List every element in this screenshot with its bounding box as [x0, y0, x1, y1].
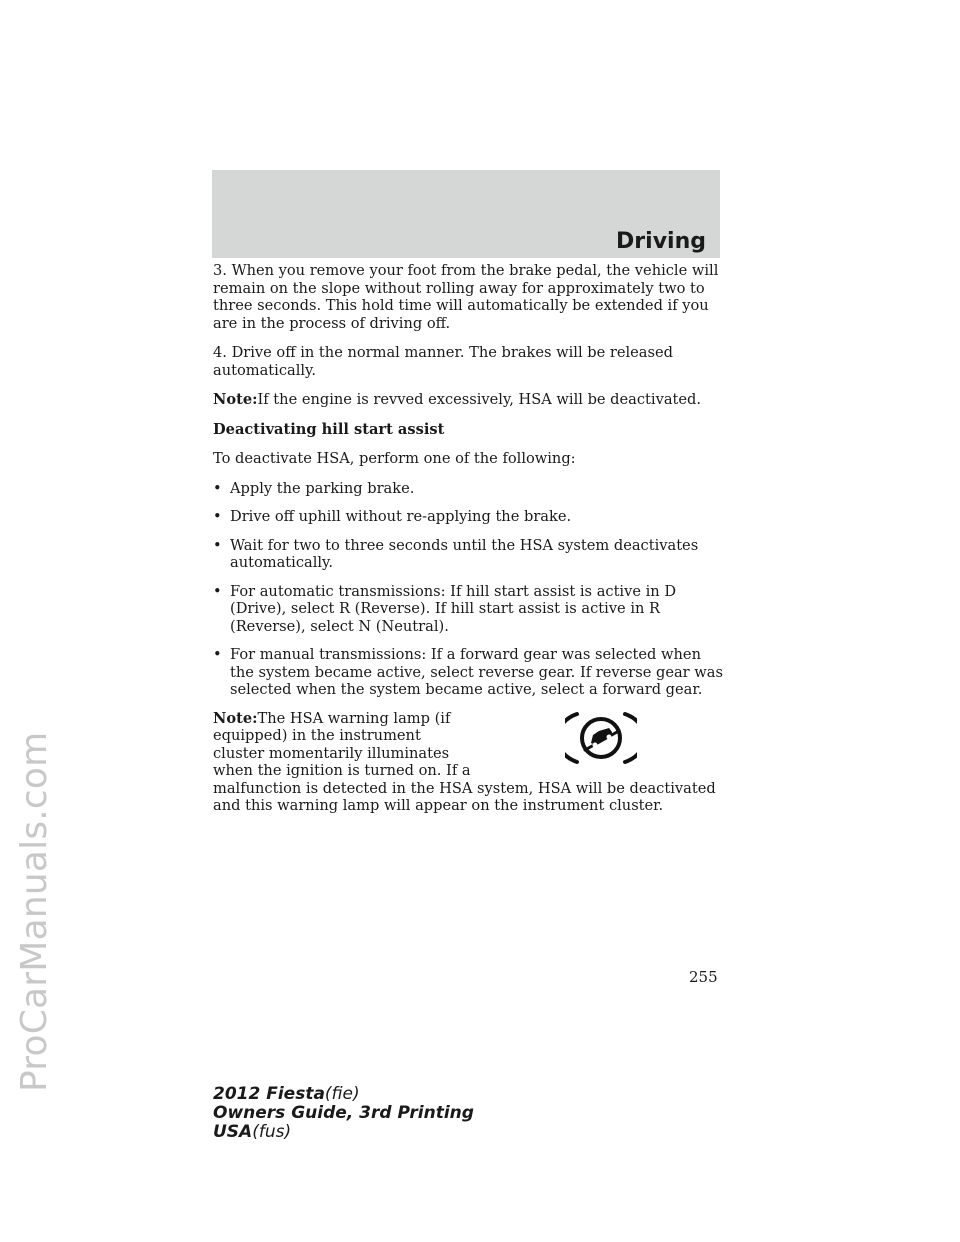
- footer-line-2: [213, 1104, 474, 1123]
- section-title: Driving: [616, 229, 706, 254]
- footer-market-code: (fus): [252, 1122, 292, 1142]
- footer-model-code: (fie): [324, 1084, 360, 1104]
- page-number: 255: [689, 968, 718, 986]
- page-content: [213, 262, 723, 815]
- footer-guide: Owners Guide, 3rd Printing: [213, 1103, 474, 1123]
- section-heading: Deactivating hill start assist: [213, 420, 445, 438]
- list-item: [213, 537, 723, 572]
- bullet-glyph: •: [213, 646, 222, 663]
- list-item-text: Apply the parking brake.: [230, 479, 415, 497]
- footer-line-3: [213, 1123, 474, 1142]
- list-item: [213, 646, 723, 699]
- note-label: Note:: [213, 391, 258, 408]
- document-footer: [213, 1085, 474, 1142]
- note-narrow-text: [213, 710, 471, 780]
- section-header: [212, 170, 720, 258]
- list-item-text: For manual transmissions: If a forward gear was selected when the system became active, select reverse gear. If reverse gear was selected when the system became active, select a forward gear.: [230, 646, 723, 698]
- list-item-text: For automatic transmissions: If hill start assist is active in D (Drive), select R (Reverse). If hill start assist is active in R (Reverse), select N (Neutral).: [230, 582, 677, 635]
- footer-model: 2012 Fiesta: [213, 1084, 325, 1104]
- bullet-glyph: •: [213, 508, 222, 525]
- warning-lamp-note: [213, 710, 723, 815]
- list-item: [213, 508, 723, 526]
- hill-start-assist-warning-icon: [565, 710, 637, 766]
- bullet-glyph: •: [213, 582, 222, 600]
- footer-line-1: [213, 1085, 474, 1104]
- note-label: Note:: [213, 709, 258, 727]
- step-4-paragraph: 4. Drive off in the normal manner. The brakes will be released automatically.: [213, 344, 673, 379]
- list-item: [213, 583, 723, 636]
- note-text: If the engine is revved excessively, HSA will be deactivated.: [257, 391, 701, 408]
- list-item-text: Wait for two to three seconds until the HSA system deactivates automatically.: [230, 536, 699, 571]
- bullet-glyph: •: [213, 536, 222, 554]
- note-text: The HSA warning lamp (if equipped) in the instrument cluster momentarily illuminates when the ignition is turned on. If a: [213, 709, 471, 779]
- intro-paragraph: To deactivate HSA, perform one of the following:: [213, 450, 576, 467]
- list-item: [213, 480, 723, 498]
- step-3-paragraph: 3. When you remove your foot from the brake pedal, the vehicle will remain on the slope without rolling away for approximately two to three seconds. This hold time will automatically be extended if you are in the process of driving off.: [213, 262, 719, 332]
- deactivation-list: [213, 480, 723, 699]
- note-wide-text: malfunction is detected in the HSA system, HSA will be deactivated and this warning lamp will appear on the instrument cluster.: [213, 779, 716, 814]
- bullet-glyph: •: [213, 479, 222, 497]
- list-item-text: Drive off uphill without re-applying the brake.: [230, 508, 572, 525]
- footer-market: USA: [213, 1122, 253, 1142]
- watermark: ProCarManuals.com: [14, 731, 55, 1092]
- engine-note: [213, 391, 723, 409]
